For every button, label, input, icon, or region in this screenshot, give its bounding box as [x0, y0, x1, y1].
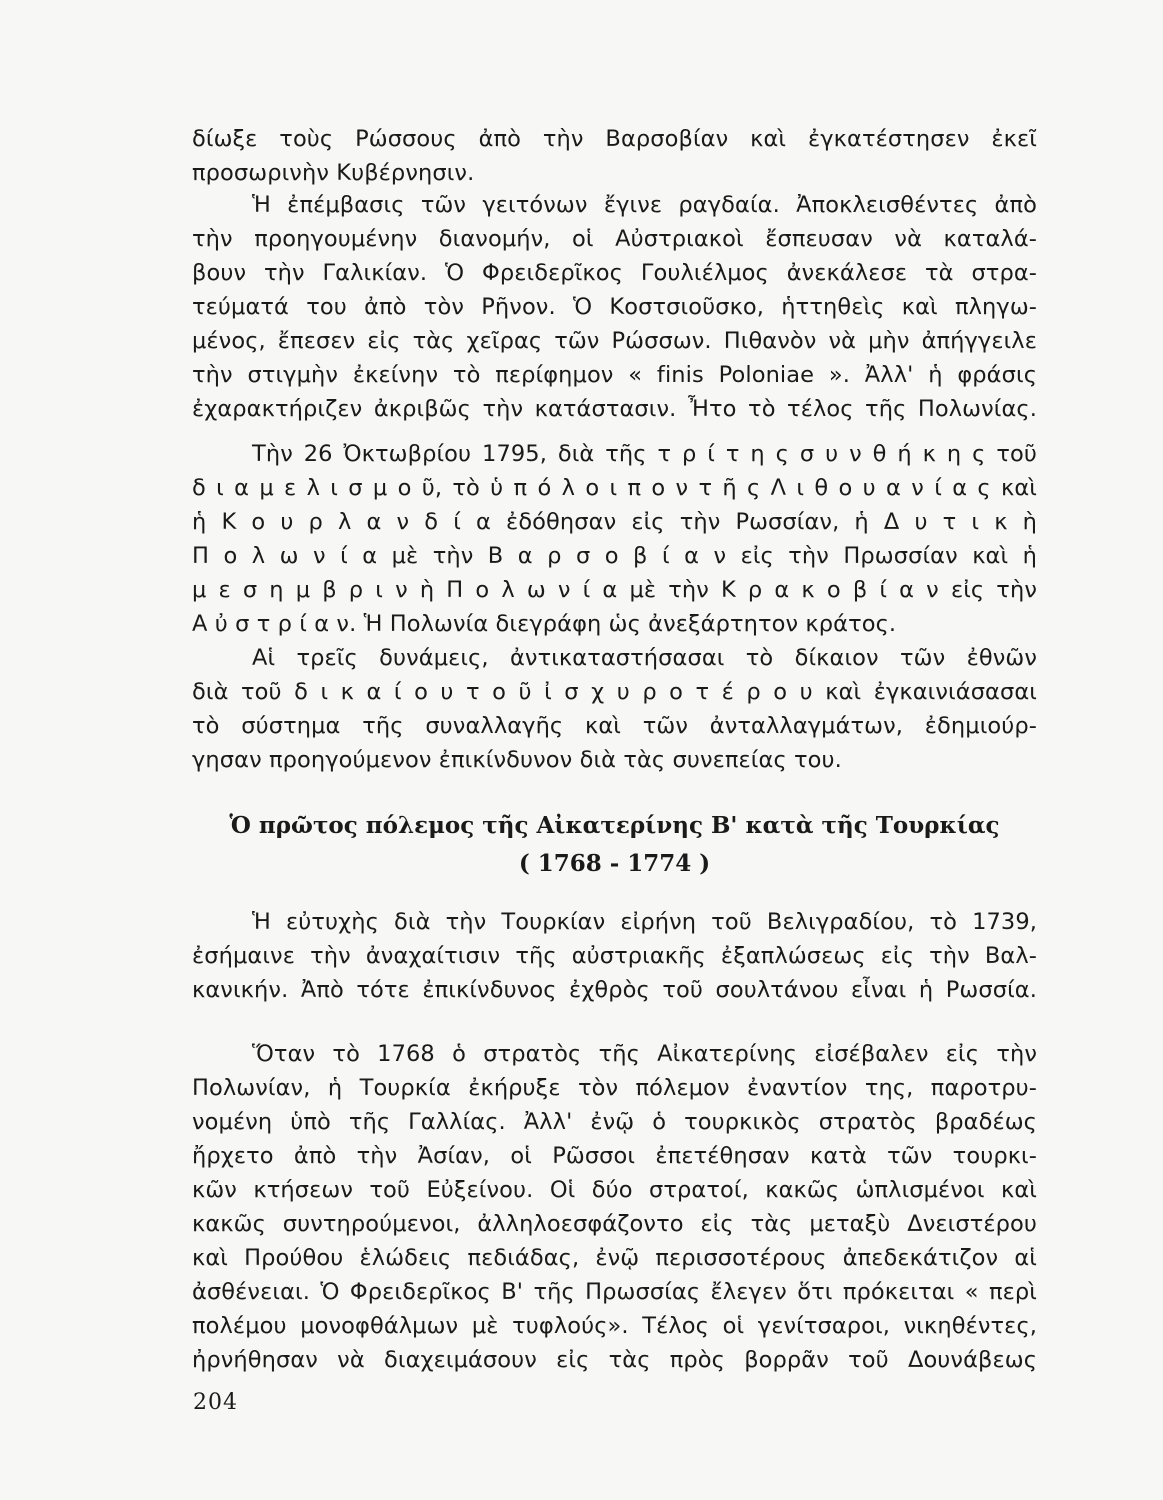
text-line: κακῶς συντηρούμενοι, ἀλληλοεσφάζοντο εἰς τὰς μεταξὺ Δνειστέρου: [192, 1211, 1037, 1237]
text-line: κῶν κτήσεων τοῦ Εὐξείνου. Οἱ δύο στρατοί, κακῶς ὡπλισμένοι καὶ: [192, 1177, 1037, 1203]
text-line: τὴν στιγμὴν ἐκείνην τὸ περίφημον « finis Poloniae ». Ἀλλ' ἡ φράσις: [192, 362, 1037, 388]
text-line: Τὴν 26 Ὀκτωβρίου 1795, διὰ τῆς τ ρ ί τ η ς σ υ ν θ ή κ η ς τοῦ: [252, 441, 1037, 467]
text-line: Ἡ ἐπέμβασις τῶν γειτόνων ἔγινε ραγδαία. Ἀποκλεισθέντες ἀπὸ: [252, 192, 1037, 218]
text-line: τὸ σύστημα τῆς συναλλαγῆς καὶ τῶν ἀνταλλαγμάτων, ἐδημιούρ-: [192, 713, 1037, 739]
text-line: κανικήν. Ἀπὸ τότε ἐπικίνδυνος ἐχθρὸς τοῦ σουλτάνου εἶναι ἡ Ρωσσία.: [192, 977, 1037, 1003]
text-line: Ὅταν τὸ 1768 ὁ στρατὸς τῆς Αἰκατερίνης εἰσέβαλεν εἰς τὴν: [252, 1041, 1037, 1067]
text-line: προσωρινὴν Κυβέρνησιν.: [192, 160, 475, 186]
text-line: Ἡ εὐτυχὴς διὰ τὴν Τουρκίαν εἰρήνη τοῦ Βελιγραδίου, τὸ 1739,: [252, 909, 1037, 935]
text-line: ἤρχετο ἀπὸ τὴν Ἀσίαν, οἱ Ρῶσσοι ἐπετέθησαν κατὰ τῶν τουρκι-: [192, 1143, 1037, 1169]
text-line: διὰ τοῦ δ ι κ α ί ο υ τ ο ῦ ἰ σ χ υ ρ ο τ έ ρ ο υ καὶ ἐγκαινιάσασαι: [192, 679, 1037, 705]
text-line: τὴν προηγουμένην διανομήν, οἱ Αὐστριακοὶ ἔσπευσαν νὰ καταλά-: [192, 226, 1037, 252]
section-years: ( 1768 - 1774 ): [518, 850, 711, 877]
text-line: πολέμου μονοφθάλμων μὲ τυφλούς». Τέλος οἱ γενίτσαροι, νικηθέντες,: [192, 1313, 1037, 1339]
text-line: καὶ Προύθου ἑλώδεις πεδιάδας, ἐνῷ περισσοτέρους ἀπεδεκάτιζον αἱ: [192, 1245, 1037, 1271]
section-title: Ὁ πρῶτος πόλεμος τῆς Αἰκατερίνης Β' κατὰ τῆς Τουρκίας: [229, 812, 1000, 839]
text-line: βουν τὴν Γαλικίαν. Ὁ Φρειδερῖκος Γουλιέλμος ἀνεκάλεσε τὰ στρα-: [192, 260, 1037, 286]
text-line: Αἱ τρεῖς δυνάμεις, ἀντικαταστήσασαι τὸ δίκαιον τῶν ἐθνῶν: [252, 645, 1037, 671]
text-line: μένος, ἔπεσεν εἰς τὰς χεῖρας τῶν Ρώσσων. Πιθανὸν νὰ μὴν ἀπήγγειλε: [192, 328, 1037, 354]
text-line: δίωξε τοὺς Ρώσσους ἀπὸ τὴν Βαρσοβίαν καὶ ἐγκατέστησεν ἐκεῖ: [192, 126, 1037, 152]
text-line: ἠρνήθησαν νὰ διαχειμάσουν εἰς τὰς πρὸς βορρᾶν τοῦ Δουνάβεως: [192, 1347, 1037, 1373]
paragraph-war-1768: [192, 1037, 1037, 1377]
paragraph-intervention: [192, 188, 1037, 426]
text-line: Πολωνίαν, ἡ Τουρκία ἐκήρυξε τὸν πόλεμον ἐναντίον της, παροτρυ-: [192, 1075, 1037, 1101]
text-line: ἀσθένειαι. Ὁ Φρειδερῖκος Β' τῆς Πρωσσίας ἔλεγεν ὅτι πρόκειται « περὶ: [192, 1279, 1037, 1305]
text-line: νομένη ὑπὸ τῆς Γαλλίας. Ἀλλ' ἐνῷ ὁ τουρκικὸς στρατὸς βραδέως: [192, 1109, 1037, 1135]
text-line: ἐσήμαινε τὴν ἀναχαίτισιν τῆς αὐστριακῆς ἐξαπλώσεως εἰς τὴν Βαλ-: [192, 943, 1037, 969]
text-line: ἡ Κ ο υ ρ λ α ν δ ί α ἐδόθησαν εἰς τὴν Ρωσσίαν, ἡ Δ υ τ ι κ ὴ: [192, 509, 1037, 535]
text-line: δ ι α μ ε λ ι σ μ ο ῦ, τὸ ὑ π ό λ ο ι π ο ν τ ῆ ς Λ ι θ ο υ α ν ί α ς καὶ: [192, 475, 1037, 501]
paragraph-three-powers: [192, 641, 1037, 777]
paragraph-third-partition: [192, 437, 1037, 641]
page-number: 204: [193, 1390, 238, 1415]
text-line: γησαν προηγούμενον ἐπικίνδυνον διὰ τὰς συνεπείας του.: [192, 747, 842, 773]
text-line: Π ο λ ω ν ί α μὲ τὴν Β α ρ σ ο β ί α ν εἰς τὴν Πρωσσίαν καὶ ἡ: [192, 543, 1037, 569]
text-line: ἐχαρακτήριζεν ἀκριβῶς τὴν κατάστασιν. Ἦτο τὸ τέλος τῆς Πολωνίας.: [192, 396, 1037, 422]
text-line: Α ὐ σ τ ρ ί α ν. Ἡ Πολωνία διεγράφη ὡς ἀνεξάρτητον κράτος.: [192, 611, 897, 637]
paragraph-continuation: [192, 122, 1037, 190]
text-line: μ ε σ η μ β ρ ι ν ὴ Π ο λ ω ν ί α μὲ τὴν Κ ρ α κ ο β ί α ν εἰς τὴν: [192, 577, 1037, 603]
text-line: τεύματά του ἀπὸ τὸν Ρῆνον. Ὁ Κοστσιοῦσκο, ἡττηθεὶς καὶ πληγω-: [192, 294, 1037, 320]
section-heading: [192, 807, 1037, 883]
paragraph-belgrade-peace: [192, 905, 1037, 1007]
